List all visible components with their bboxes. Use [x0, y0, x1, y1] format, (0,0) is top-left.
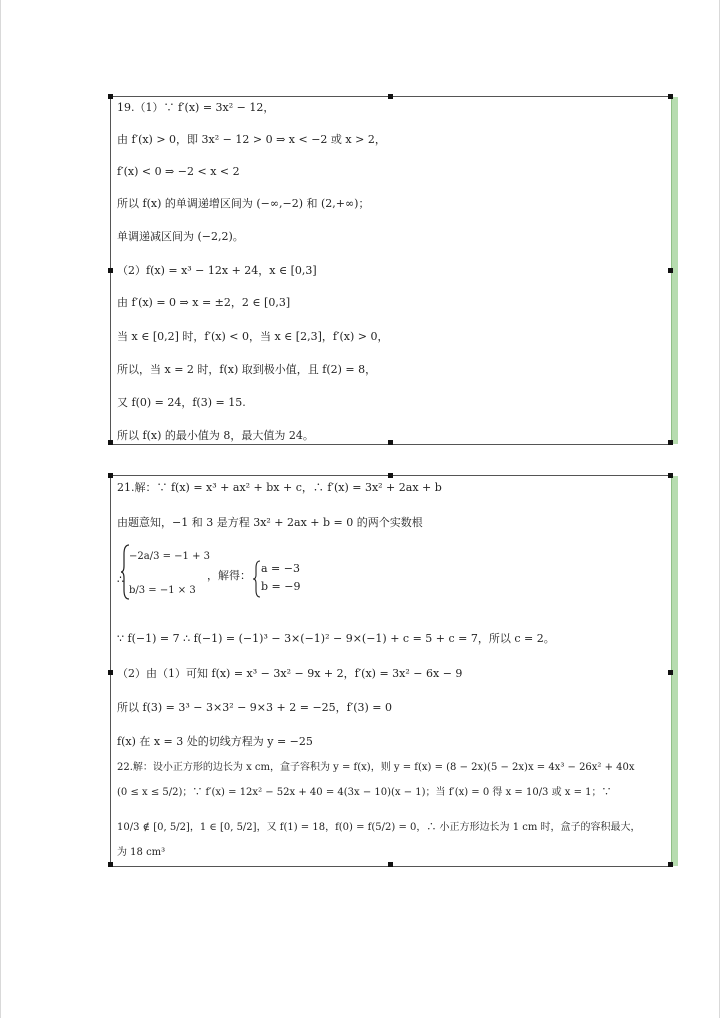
line-21-part2: （2）由（1）可知 f(x) = x³ − 3x² − 9x + 2，f′(x) = 3x² − 6x − 9 [117, 667, 463, 680]
resize-handle[interactable] [388, 440, 393, 445]
resize-handle[interactable] [108, 268, 113, 273]
line-19-1: 19.（1）∵ f′(x) = 3x² − 12， [117, 101, 275, 114]
resize-handle[interactable] [668, 268, 673, 273]
system-eq-1: −2a/3 = −1 + 3 [129, 551, 211, 562]
line-19-11: 所以 f(x) 的最小值为 8，最大值为 24。 [117, 429, 314, 442]
left-brace-icon [253, 560, 261, 598]
resize-handle[interactable] [388, 94, 393, 99]
line-21-tangent: f(x) 在 x = 3 处的切线方程为 y = −25 [117, 735, 313, 748]
line-21-c: ∵ f(−1) = 7 ∴ f(−1) = (−1)³ − 3×(−1)² − 9×(−1) + c = 5 + c = 7，所以 c = 2。 [117, 632, 555, 645]
resize-handle[interactable] [108, 440, 113, 445]
line-22-4: 为 18 cm³ [117, 847, 166, 858]
resize-handle[interactable] [388, 862, 393, 867]
solution-a: a = −3 [261, 562, 300, 575]
resize-handle[interactable] [668, 473, 673, 478]
line-19-7: 由 f′(x) = 0 ⇒ x = ±2，2 ∈ [0,3] [117, 296, 291, 309]
resize-handle[interactable] [108, 94, 113, 99]
solution-b: b = −9 [261, 580, 301, 593]
resize-handle[interactable] [108, 473, 113, 478]
resize-handle[interactable] [108, 862, 113, 867]
therefore-symbol: ∴ [117, 573, 124, 586]
resize-handle[interactable] [108, 670, 113, 675]
resize-handle[interactable] [668, 94, 673, 99]
line-19-2: 由 f′(x) > 0，即 3x² − 12 > 0 ⇒ x < −2 或 x > 2， [117, 133, 386, 146]
line-19-5: 单调递减区间为 (−2,2)。 [117, 230, 244, 243]
line-19-6: （2）f(x) = x³ − 12x + 24，x ∈ [0,3] [117, 264, 317, 277]
page-left-edge [0, 0, 1, 1018]
line-22-1: 22.解：设小正方形的边长为 x cm，盒子容积为 y = f(x)，则 y = f(x) = (8 − 2x)(5 − 2x)x = 4x³ − 26x² + 40x [117, 762, 635, 773]
line-19-9: 所以，当 x = 2 时，f(x) 取到极小值，且 f(2) = 8， [117, 363, 377, 376]
line-19-3: f′(x) < 0 ⇒ −2 < x < 2 [117, 165, 240, 178]
system-eq-2: b/3 = −1 × 3 [129, 585, 196, 596]
solve-label: ，解得： [207, 569, 251, 582]
line-22-2: (0 ≤ x ≤ 5/2)；∵ f′(x) = 12x² − 52x + 40 = 4(3x − 10)(x − 1)；当 f′(x) = 0 得 x = 10/3 或 x = 1；∵ [117, 787, 612, 798]
line-19-10: 又 f(0) = 24，f(3) = 15. [117, 396, 246, 409]
line-19-8: 当 x ∈ [0,2] 时，f′(x) < 0，当 x ∈ [2,3]，f′(x) > 0， [117, 330, 389, 343]
line-19-4: 所以 f(x) 的单调递增区间为 (−∞,−2) 和 (2,+∞)； [117, 197, 370, 210]
solution-frame-21-22[interactable] [110, 475, 672, 867]
resize-handle[interactable] [668, 670, 673, 675]
line-21-2: 由题意知，−1 和 3 是方程 3x² + 2ax + b = 0 的两个实数根 [117, 516, 423, 529]
resize-handle[interactable] [388, 473, 393, 478]
line-22-3: 10/3 ∉ [0, 5/2]，1 ∈ [0, 5/2]，又 f(1) = 18，f(0) = f(5/2) = 0，∴ 小正方形边长为 1 cm 时，盒子的容积最大， [117, 822, 641, 833]
solution-frame-19[interactable] [110, 96, 672, 445]
resize-handle[interactable] [668, 862, 673, 867]
line-21-f3: 所以 f(3) = 3³ − 3×3² − 9×3 + 2 = −25，f′(3) = 0 [117, 701, 393, 714]
resize-handle[interactable] [668, 440, 673, 445]
line-21-1: 21.解：∵ f(x) = x³ + ax² + bx + c，∴ f′(x) = 3x² + 2ax + b [117, 481, 442, 494]
